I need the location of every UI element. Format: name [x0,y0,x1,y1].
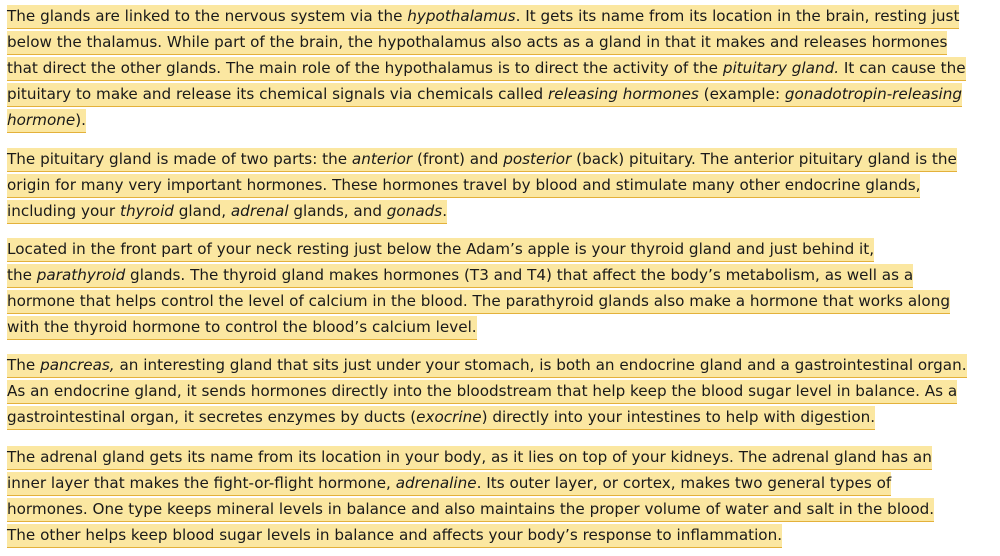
italic-term: exocrine [416,408,482,426]
highlighted-text [7,498,934,522]
highlighted-text [7,446,932,470]
italic-term: pancreas, [40,356,115,374]
text-run: an interesting gland that sits just under your stomach, is both an endocrine gland and a gastrointestinal organ. [114,356,967,374]
text-run: ) directly into your intestines to help with digestion. [481,408,876,426]
paragraph-hypothalamus [7,5,999,135]
highlighted-text [7,524,782,548]
text-line [7,31,999,57]
text-line [7,200,999,226]
text-run: with the thyroid hormone to control the blood’s calcium level. [7,318,477,336]
text-line [7,354,999,380]
highlighted-text [7,31,947,55]
italic-term: thyroid [119,202,174,220]
text-run: (back) pituitary. The anterior pituitary gland is the [571,150,957,168]
highlighted-text [7,472,891,496]
text-line [7,406,999,432]
text-run: ). [75,111,86,129]
highlighted-text [7,83,962,107]
text-run: that direct the other glands. The main role of the hypothalamus is to direct the activity of the [7,59,723,77]
italic-term: pituitary gland. [722,59,840,77]
text-line [7,238,999,264]
text-run: . It gets its name from its location in the brain, resting just [515,7,960,25]
text-line [7,472,999,498]
italic-term: anterior [351,150,413,168]
italic-term: gonads [386,202,443,220]
text-line [7,5,999,31]
highlighted-text [7,109,86,133]
text-run: The adrenal gland gets its name from its location in your body, as it lies on top of your kidneys. The adrenal gland has an [7,448,932,466]
italic-term: parathyroid [36,266,126,284]
text-line [7,57,999,83]
highlighted-text [7,290,950,314]
text-run: pituitary to make and release its chemical signals via chemicals called [7,85,549,103]
text-run: gland, [173,202,231,220]
paragraph-thyroid [7,238,999,342]
text-run: inner layer that makes the fight-or-flight hormone, [7,474,396,492]
highlighted-text [7,354,967,378]
highlighted-text [7,5,959,29]
highlighted-text [7,174,920,198]
text-run: . Its outer layer, or cortex, makes two general types of [476,474,892,492]
highlighted-text [7,200,447,224]
text-line [7,264,999,290]
italic-term: adrenaline [395,474,477,492]
text-run: As an endocrine gland, it sends hormones directly into the bloodstream that help keep the blood sugar level in balance. As a [7,382,958,400]
text-line [7,174,999,200]
highlighted-text [7,380,957,404]
text-run: hormone that helps control the level of calcium in the blood. The parathyroid glands also make a hormone that works along [7,292,950,310]
paragraph-adrenal [7,446,999,550]
text-run: The pituitary gland is made of two parts: the [7,150,352,168]
highlighted-text [7,238,874,262]
text-run: including your [7,202,120,220]
italic-term: adrenal [230,202,289,220]
text-run: gastrointestinal organ, it secretes enzymes by ducts ( [7,408,417,426]
text-line [7,380,999,406]
text-line [7,498,999,524]
italic-term: hormone [7,111,76,129]
italic-term: releasing hormones [548,85,699,103]
text-run: below the thalamus. While part of the brain, the hypothalamus also acts as a gland in that it makes and releases hormones [7,33,948,51]
text-run: The other helps keep blood sugar levels in balance and affects your body’s response to inflammation. [7,526,783,544]
text-line [7,316,999,342]
italic-term: hypothalamus [407,7,516,25]
highlighted-text [7,316,477,340]
text-line [7,446,999,472]
highlighted-text [7,148,957,172]
text-run: Located in the front part of your neck resting just below the Adam’s apple is your thyroid gland and just behind it, [7,240,875,258]
italic-term: posterior [503,150,572,168]
text-line [7,83,999,109]
text-run: The [7,356,41,374]
text-run: . [442,202,448,220]
text-line [7,290,999,316]
text-line [7,109,999,135]
text-line [7,524,999,550]
text-run: hormones. One type keeps mineral levels in balance and also maintains the proper volume of water and salt in the blood. [7,500,935,518]
text-run: The glands are linked to the nervous system via the [7,7,408,25]
text-run: (example: [698,85,785,103]
text-line [7,148,999,174]
paragraph-pancreas [7,354,999,432]
text-run: (front) and [412,150,504,168]
text-run: the [7,266,37,284]
highlighted-text [7,57,966,81]
highlighted-text [7,406,875,430]
text-run: It can cause the [839,59,966,77]
highlighted-text [7,264,913,288]
text-run: glands, and [288,202,387,220]
italic-term: gonadotropin-releasing [784,85,963,103]
text-run: glands. The thyroid gland makes hormones (T3 and T4) that affect the body’s metabolism, as well as a [125,266,914,284]
paragraph-pituitary [7,148,999,226]
text-run: origin for many very important hormones. These hormones travel by blood and stimulate many other endocrine glands, [7,176,921,194]
